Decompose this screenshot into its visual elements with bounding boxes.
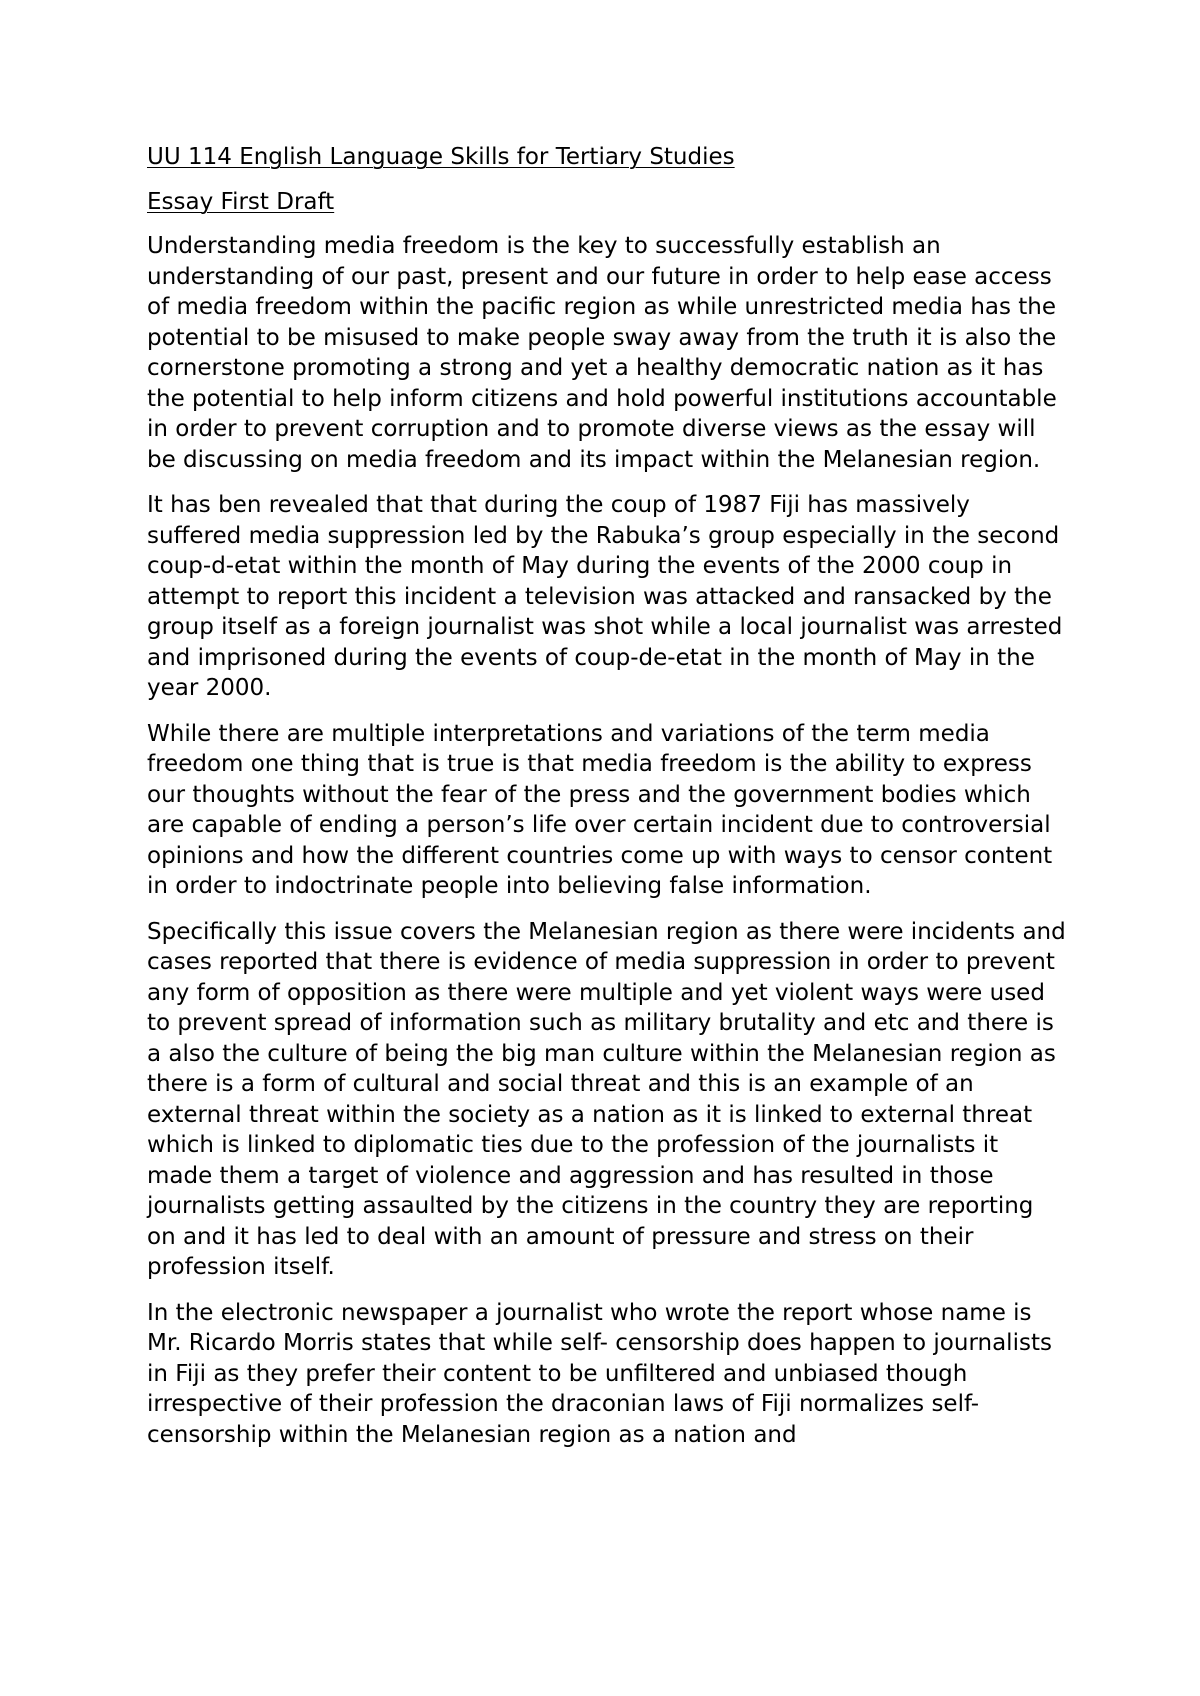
paragraph-self-censorship: In the electronic newspaper a journalist who wrote the report whose name is Mr. Ricardo Morris states that while self- censorship does happen to journalists in Fiji as they prefer their content to be unfiltered and unbiased though irrespective of their profession the draconian laws of Fiji normalizes self-censorship within the Melanesian region as a nation and: [147, 1299, 1052, 1448]
paragraph-coup: It has ben revealed that that during the coup of 1987 Fiji has massively suffered media suppression led by the Rabuka’s group especially in the second coup-d-etat within the month of May during the events of the 2000 coup in attempt to report this incident a television was attacked and ransacked by the group itself as a foreign journalist was shot while a local journalist was arrested and imprisoned during the events of coup-de-etat in the month of May in the year 2000.: [147, 492, 1063, 701]
paragraph-intro: Understanding media freedom is the key to successfully establish an understanding of our past, present and our future in order to help ease access of media freedom within the pacific region as while unrestricted media has the potential to be misused to make people sway away from the truth it is also the cornerstone promoting a strong and yet a healthy democratic nation as it has the potential to help inform citizens and hold powerful institutions accountable in order to prevent corruption and to promote diverse views as the essay will be discussing on media freedom and its impact within the Melanesian region.: [147, 233, 1057, 473]
paragraph-definition: While there are multiple interpretations and variations of the term media freedom one thing that is true is that media freedom is the ability to express our thoughts without the fear of the press and the government bodies which are capable of ending a person’s life over certain incident due to controversial opinions and how the different countries come up with ways to censor content in order to indoctrinate people into believing false information.: [147, 720, 1053, 899]
document-body: [147, 142, 1067, 1465]
paragraph-melanesian-region: Specifically this issue covers the Melanesian region as there were incidents and cases reported that there is evidence of media suppression in order to prevent any form of opposition as there were multiple and yet violent ways were used to prevent spread of information such as military brutality and etc and there is a also the culture of being the big man culture within the Melanesian region as there is a form of cultural and social threat and this is an example of an external threat within the society as a nation as it is linked to external threat which is linked to diplomatic ties due to the profession of the journalists it made them a target of violence and aggression and has resulted in those journalists getting assaulted by the citizens in the country they are reporting on and it has led to deal with an amount of pressure and stress on their profession itself.: [147, 918, 1066, 1280]
draft-title: Essay First Draft: [147, 188, 335, 215]
course-title: UU 114 English Language Skills for Tertiary Studies: [147, 144, 735, 170]
